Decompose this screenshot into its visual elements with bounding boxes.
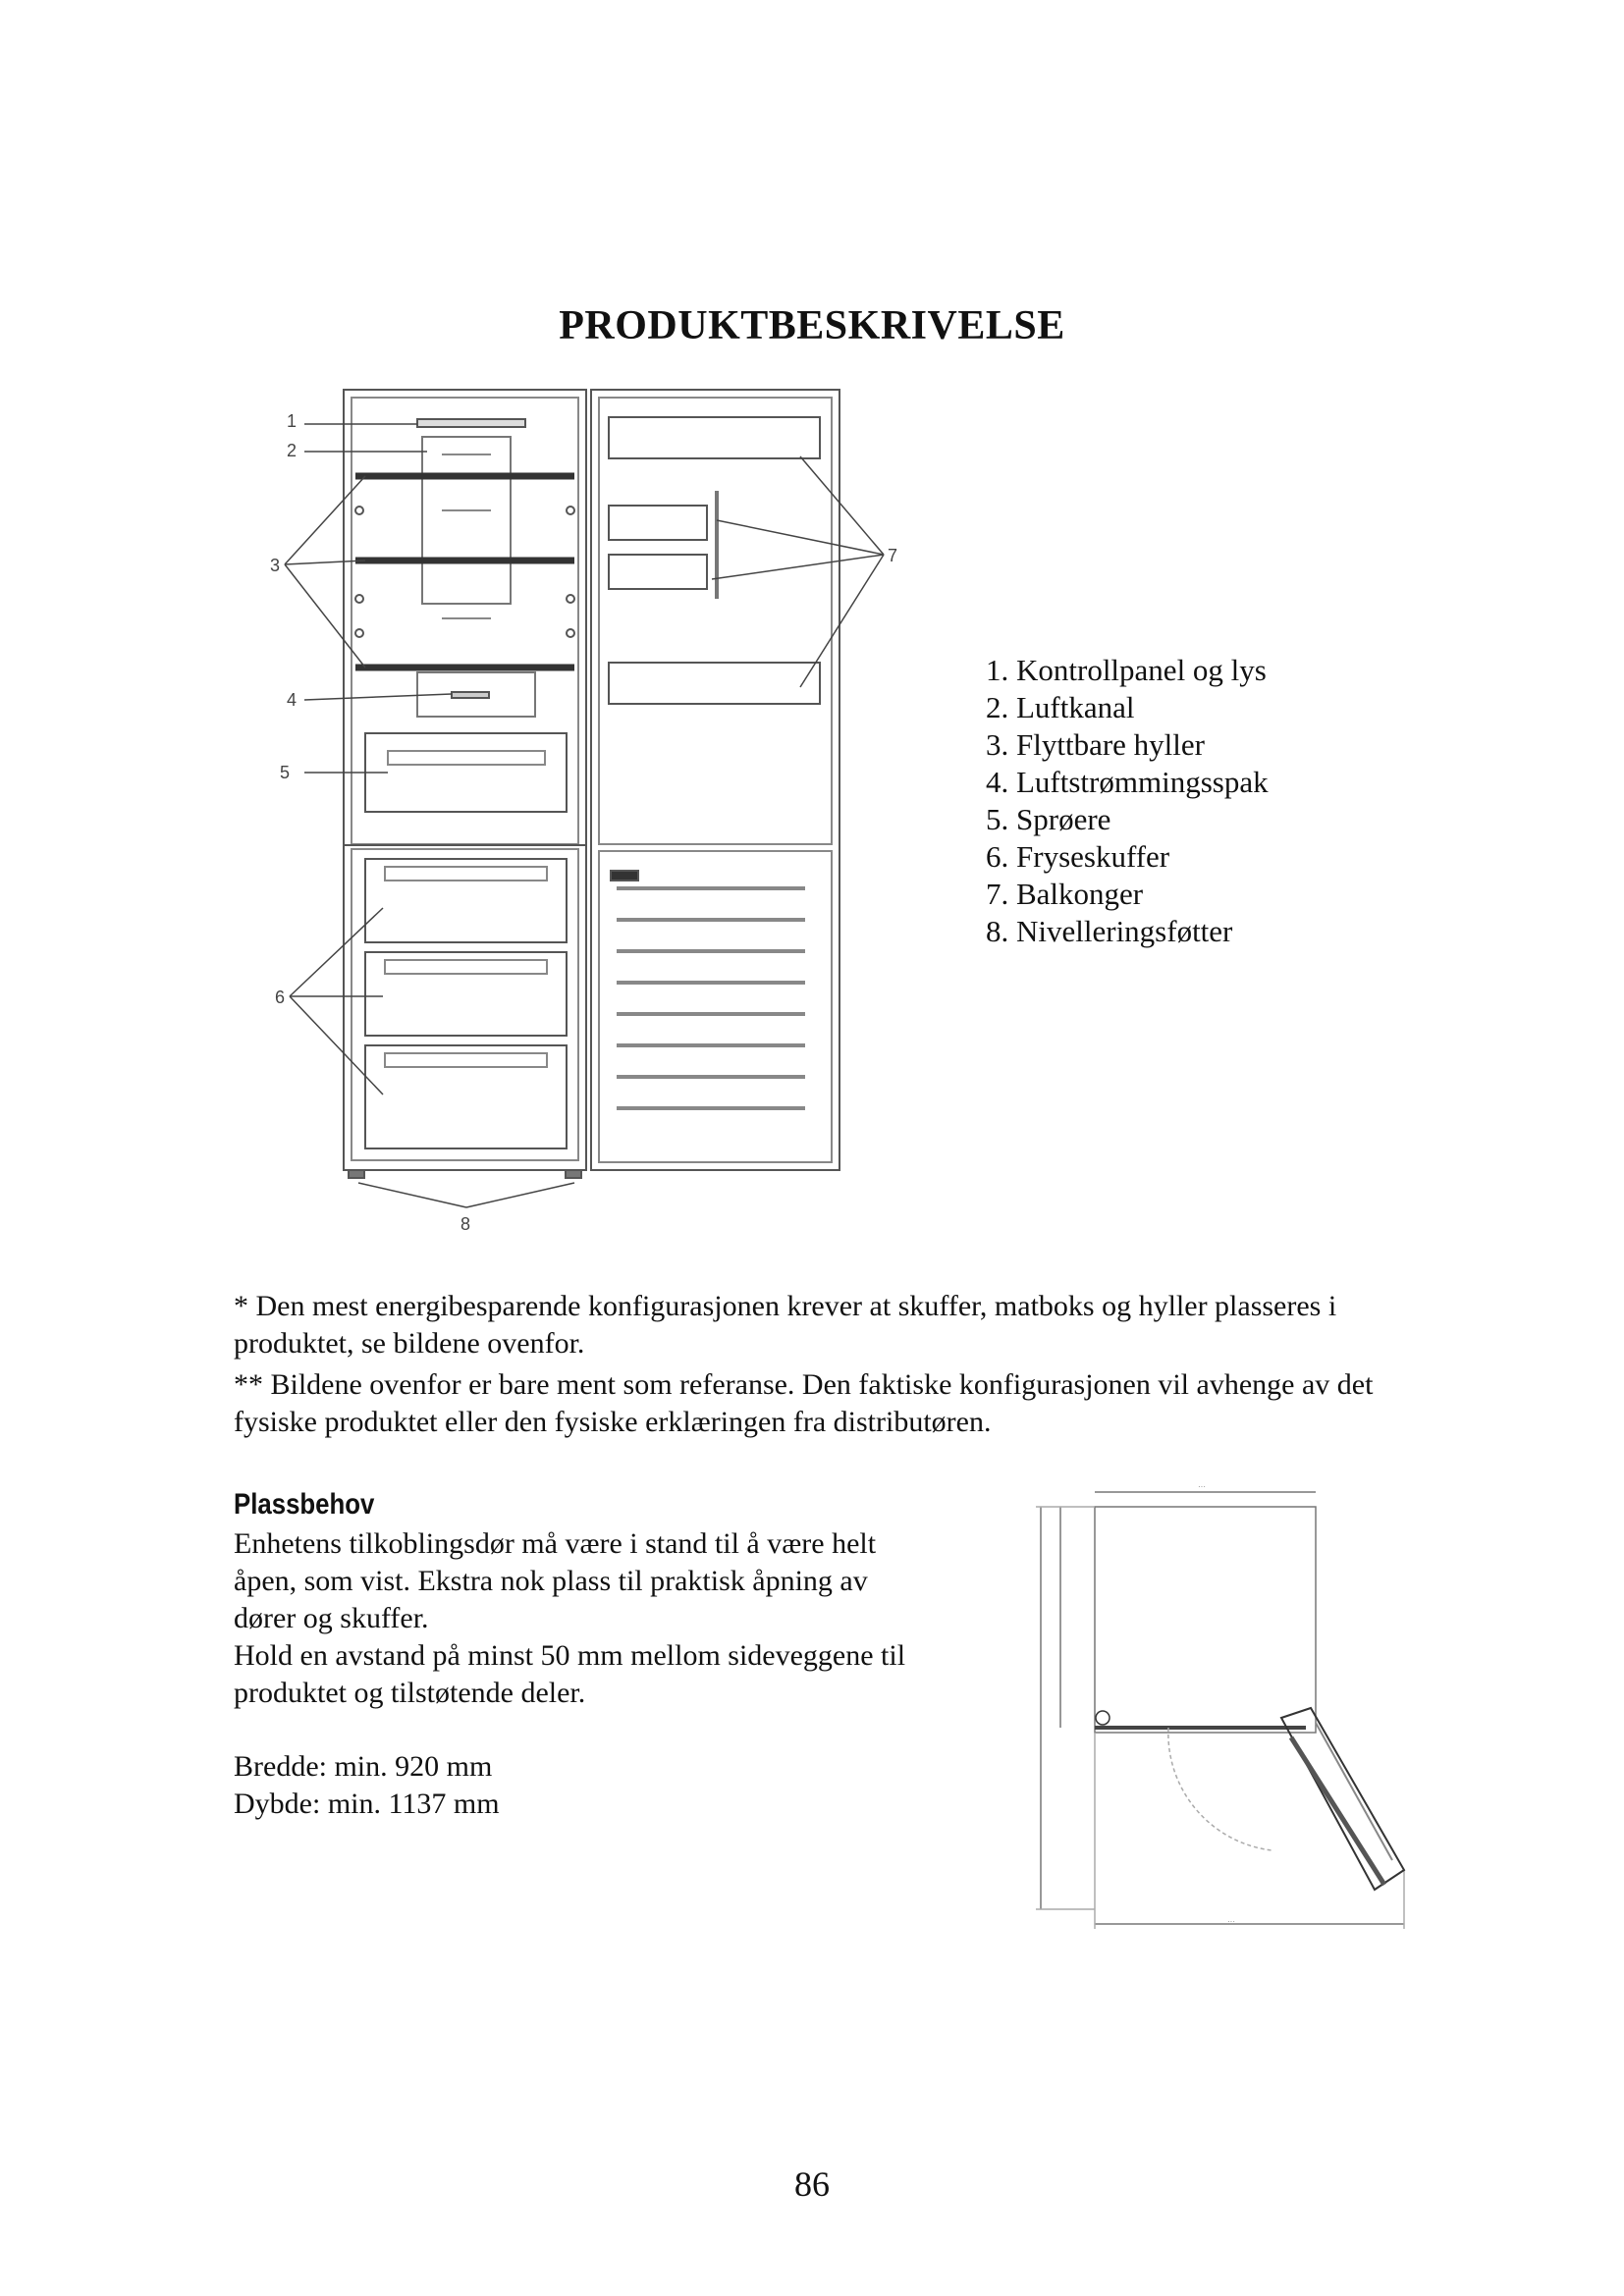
legend-item: 2. Luftkanal	[986, 690, 1135, 724]
door-balcony-4	[609, 663, 820, 704]
parts-legend	[986, 652, 1269, 950]
page-title: PRODUKTBESKRIVELSE	[559, 303, 1065, 348]
air-duct	[422, 437, 511, 604]
door-balcony-3	[609, 555, 707, 589]
dimensions	[234, 1748, 500, 1823]
door-balcony-1	[609, 417, 820, 458]
note-1: * Den mest energibesparende konfigurasjonen krever at skuffer, matboks og hyller plasseres i produktet, se bildene ovenfor.	[234, 1290, 1337, 1360]
page-number: 86	[794, 2164, 830, 2204]
crisper-drawer	[365, 733, 567, 812]
callout-4: 4	[287, 690, 298, 710]
callout-1: 1	[287, 411, 298, 431]
legend-item: 8. Nivelleringsføtter	[986, 914, 1233, 948]
note-2: ** Bildene ovenfor er bare ment som referanse. Den faktiske konfigurasjonen vil avhenge av det fysiske produktet eller den fysiske erklæringen fra distributøren.	[234, 1368, 1374, 1438]
freezer-drawer-1	[365, 859, 567, 942]
callout-6: 6	[275, 988, 286, 1007]
legend-item: 4. Luftstrømmingsspak	[986, 765, 1269, 799]
depth-requirement: Dybde: min. 1137 mm	[234, 1788, 500, 1820]
callout-8: 8	[460, 1214, 471, 1234]
width-requirement: Bredde: min. 920 mm	[234, 1750, 493, 1783]
callout-5: 5	[280, 763, 291, 782]
svg-text:···: ···	[1198, 1482, 1206, 1491]
freezer-drawer-2	[365, 952, 567, 1036]
legend-item: 1. Kontrollpanel og lys	[986, 653, 1267, 687]
legend-item: 3. Flyttbare hyller	[986, 727, 1205, 762]
callout-3: 3	[270, 556, 281, 575]
callout-7: 7	[888, 546, 898, 565]
freezer-drawer-3	[365, 1045, 567, 1148]
space-paragraph-2: Hold en avstand på minst 50 mm mellom sideveggene til produktet og tilstøtende deler.	[234, 1639, 906, 1709]
legend-item: 7. Balkonger	[986, 877, 1144, 911]
callout-2: 2	[287, 441, 298, 460]
leveling-foot-left	[349, 1170, 364, 1178]
space-requirements-text	[234, 1525, 921, 1712]
notes	[234, 1288, 1461, 1445]
svg-text:···: ···	[1227, 1917, 1235, 1926]
section-heading: Plassbehov	[234, 1488, 375, 1521]
legend-item: 5. Sprøere	[986, 802, 1111, 836]
door-clearance-diagram	[1021, 1477, 1434, 1939]
airflow-lever	[452, 692, 489, 698]
control-panel	[417, 419, 525, 427]
cabinet-top-view	[1095, 1507, 1316, 1733]
leveling-foot-right	[566, 1170, 581, 1178]
space-paragraph-1: Enhetens tilkoblingsdør må være i stand til å være helt åpen, som vist. Ekstra nok plass til praktisk åpning av dører og skuffer.	[234, 1527, 877, 1634]
legend-item: 6. Fryseskuffer	[986, 839, 1170, 874]
fridge-freezer-illustration	[245, 368, 913, 1252]
door-balcony-2	[609, 506, 707, 540]
open-door	[1281, 1708, 1404, 1890]
